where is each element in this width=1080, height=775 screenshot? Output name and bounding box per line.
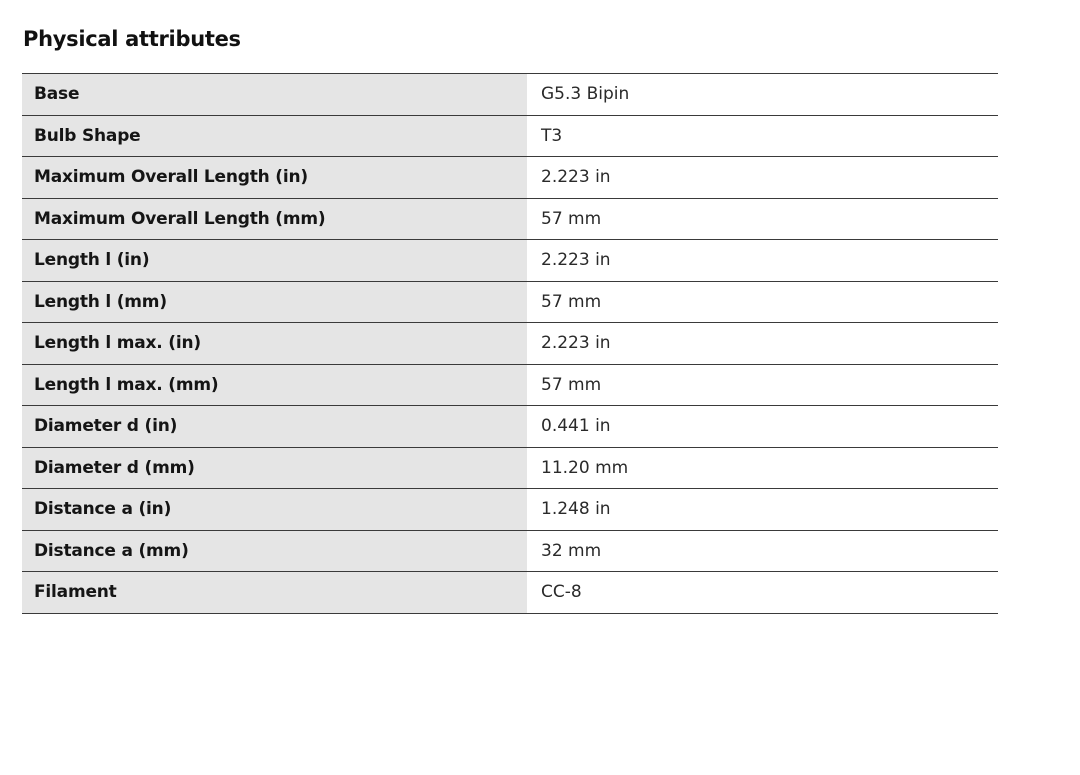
table-row	[22, 240, 998, 282]
attribute-label: Length l (in)	[22, 240, 527, 282]
attribute-label: Bulb Shape	[22, 115, 527, 157]
attribute-label: Diameter d (in)	[22, 406, 527, 448]
table-row	[22, 364, 998, 406]
attribute-value: 57 mm	[527, 281, 998, 323]
attribute-label: Length l max. (mm)	[22, 364, 527, 406]
attribute-value: 57 mm	[527, 364, 998, 406]
attribute-label: Filament	[22, 572, 527, 614]
table-row	[22, 74, 998, 116]
table-row	[22, 198, 998, 240]
attribute-value: 2.223 in	[527, 323, 998, 365]
table-row	[22, 323, 998, 365]
table-row	[22, 447, 998, 489]
attribute-value: T3	[527, 115, 998, 157]
physical-attributes-table	[22, 73, 998, 614]
attribute-value: 0.441 in	[527, 406, 998, 448]
attribute-value: G5.3 Bipin	[527, 74, 998, 116]
attribute-value: 2.223 in	[527, 157, 998, 199]
attribute-label: Length l max. (in)	[22, 323, 527, 365]
table-row	[22, 115, 998, 157]
attribute-label: Length l (mm)	[22, 281, 527, 323]
attribute-label: Base	[22, 74, 527, 116]
table-row	[22, 489, 998, 531]
table-row	[22, 281, 998, 323]
attribute-value: 2.223 in	[527, 240, 998, 282]
attribute-label: Distance a (mm)	[22, 530, 527, 572]
attributes-table-body	[22, 74, 998, 614]
attribute-label: Diameter d (mm)	[22, 447, 527, 489]
section-title: Physical attributes	[23, 27, 241, 51]
attribute-value: 1.248 in	[527, 489, 998, 531]
attribute-value: 32 mm	[527, 530, 998, 572]
table-row	[22, 157, 998, 199]
table-row	[22, 530, 998, 572]
attribute-label: Maximum Overall Length (in)	[22, 157, 527, 199]
attribute-value: 11.20 mm	[527, 447, 998, 489]
table-row	[22, 406, 998, 448]
attribute-value: 57 mm	[527, 198, 998, 240]
attribute-label: Maximum Overall Length (mm)	[22, 198, 527, 240]
table-row	[22, 572, 998, 614]
attribute-value: CC-8	[527, 572, 998, 614]
attribute-label: Distance a (in)	[22, 489, 527, 531]
